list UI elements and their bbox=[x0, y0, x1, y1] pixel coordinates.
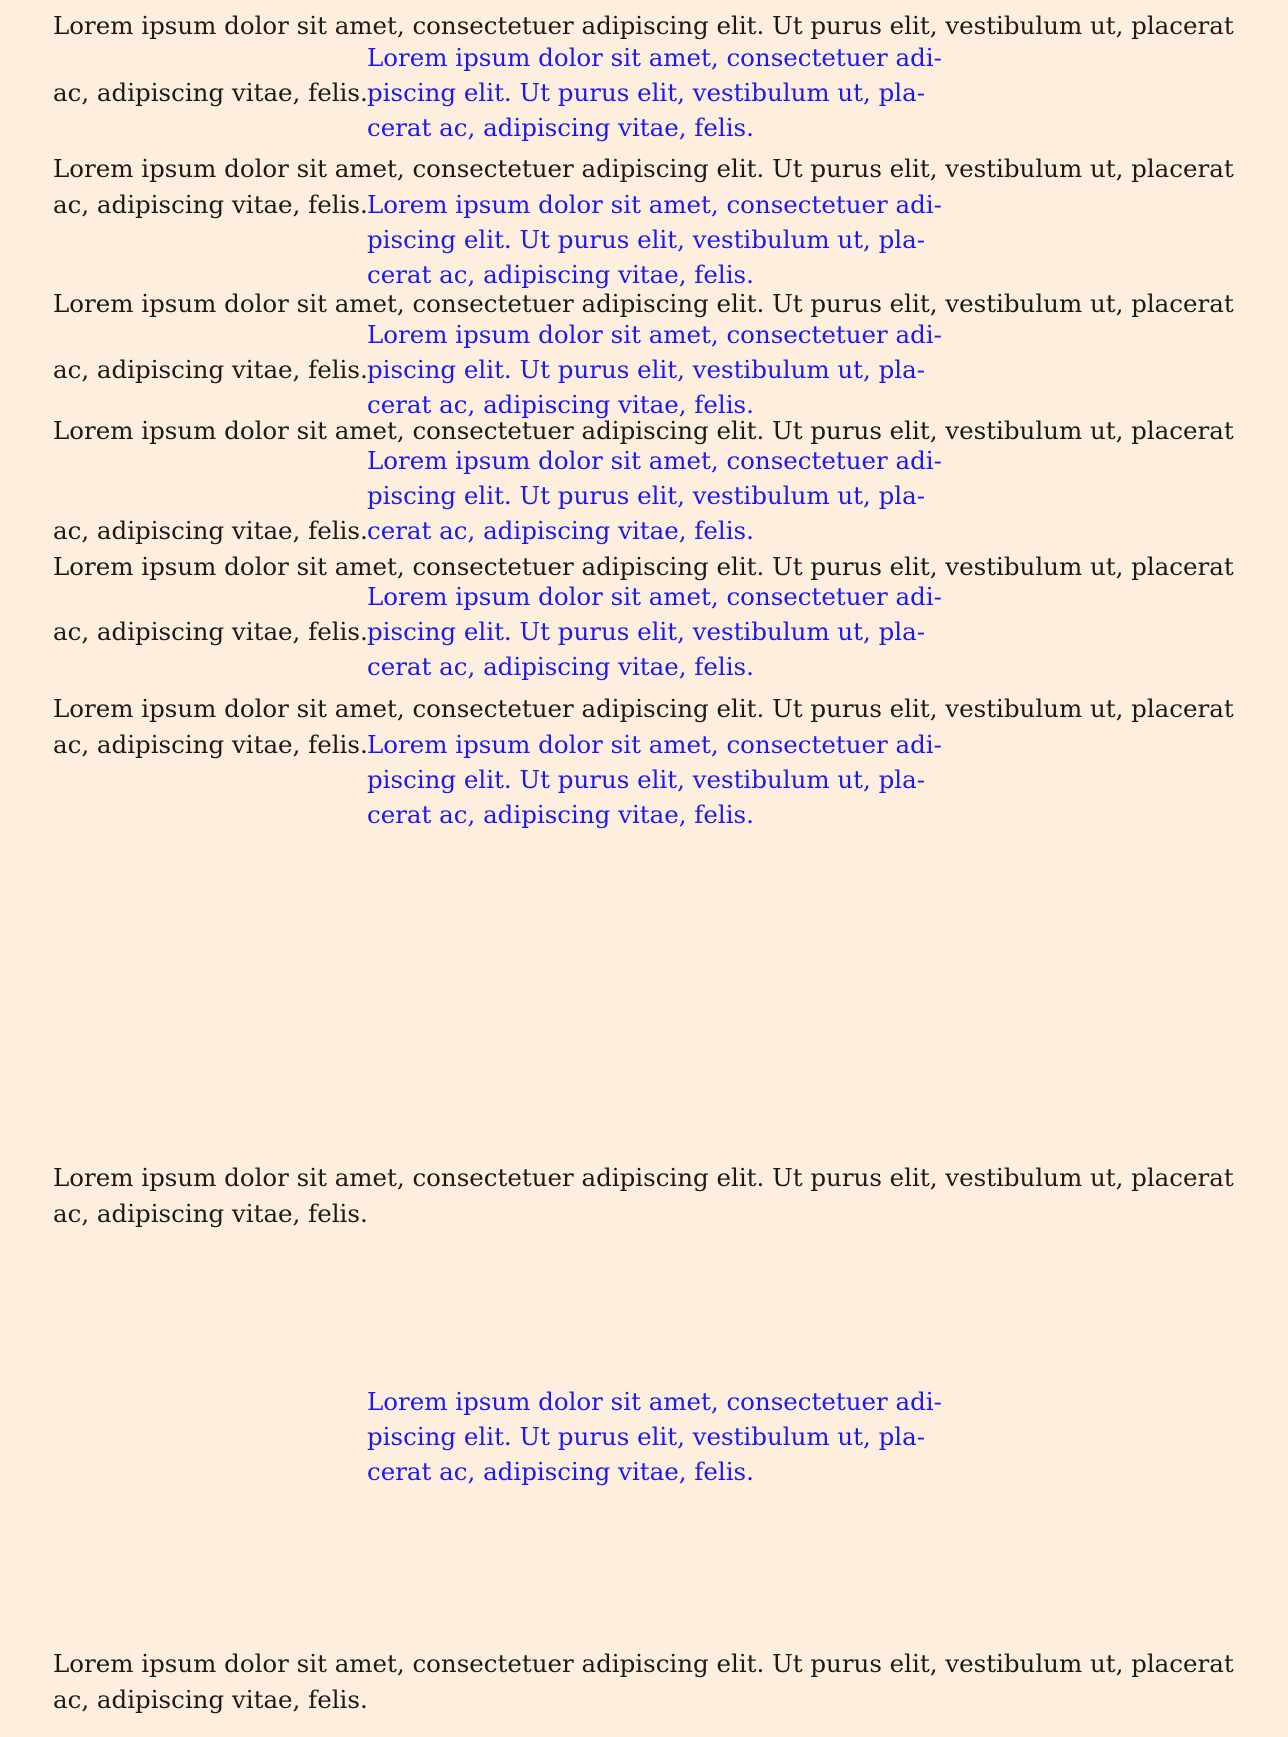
black-paragraph-line-2: ac, adipiscing vitae, felis. bbox=[53, 190, 368, 219]
black-paragraph-line-2: ac, adipiscing vitae, felis. bbox=[53, 78, 368, 107]
black-paragraph-line-1: Lorem ipsum dolor sit amet, consectetuer adipiscing elit. Ut purus elit, vestibulum ut, placerat bbox=[53, 552, 1234, 581]
black-paragraph-line-1: Lorem ipsum dolor sit amet, consectetuer adipiscing elit. Ut purus elit, vestibulum ut, placerat bbox=[53, 1163, 1234, 1192]
blue-paragraph-line-3: cerat ac, adipiscing vitae, felis. bbox=[367, 390, 754, 419]
blue-paragraph-line-3: cerat ac, adipiscing vitae, felis. bbox=[367, 1457, 754, 1486]
black-paragraph-line-1: Lorem ipsum dolor sit amet, consectetuer adipiscing elit. Ut purus elit, vestibulum ut, placerat bbox=[53, 416, 1234, 445]
black-paragraph-line-2: ac, adipiscing vitae, felis. bbox=[53, 1685, 368, 1714]
blue-paragraph-line-1: Lorem ipsum dolor sit amet, consectetuer adi- bbox=[367, 1387, 942, 1416]
blue-paragraph-line-2: piscing elit. Ut purus elit, vestibulum ut, pla- bbox=[367, 481, 925, 510]
blue-paragraph-line-1: Lorem ipsum dolor sit amet, consectetuer adi- bbox=[367, 730, 942, 759]
black-paragraph-line-2: ac, adipiscing vitae, felis. bbox=[53, 516, 368, 545]
black-paragraph-line-1: Lorem ipsum dolor sit amet, consectetuer adipiscing elit. Ut purus elit, vestibulum ut, placerat bbox=[53, 694, 1234, 723]
black-paragraph-line-1: Lorem ipsum dolor sit amet, consectetuer adipiscing elit. Ut purus elit, vestibulum ut, placerat bbox=[53, 1649, 1234, 1678]
black-paragraph-line-1: Lorem ipsum dolor sit amet, consectetuer adipiscing elit. Ut purus elit, vestibulum ut, placerat bbox=[53, 154, 1234, 183]
blue-paragraph-line-3: cerat ac, adipiscing vitae, felis. bbox=[367, 652, 754, 681]
blue-paragraph-line-3: cerat ac, adipiscing vitae, felis. bbox=[367, 113, 754, 142]
black-paragraph-line-2: ac, adipiscing vitae, felis. bbox=[53, 617, 368, 646]
blue-paragraph-line-1: Lorem ipsum dolor sit amet, consectetuer adi- bbox=[367, 43, 942, 72]
black-paragraph-line-1: Lorem ipsum dolor sit amet, consectetuer adipiscing elit. Ut purus elit, vestibulum ut, placerat bbox=[53, 11, 1234, 40]
blue-paragraph-line-3: cerat ac, adipiscing vitae, felis. bbox=[367, 260, 754, 289]
blue-paragraph-line-3: cerat ac, adipiscing vitae, felis. bbox=[367, 516, 754, 545]
blue-paragraph-line-3: cerat ac, adipiscing vitae, felis. bbox=[367, 800, 754, 829]
blue-paragraph-line-1: Lorem ipsum dolor sit amet, consectetuer adi- bbox=[367, 582, 942, 611]
blue-paragraph-line-1: Lorem ipsum dolor sit amet, consectetuer adi- bbox=[367, 190, 942, 219]
blue-paragraph-line-2: piscing elit. Ut purus elit, vestibulum ut, pla- bbox=[367, 355, 925, 384]
black-paragraph-line-2: ac, adipiscing vitae, felis. bbox=[53, 1199, 368, 1228]
blue-paragraph-line-2: piscing elit. Ut purus elit, vestibulum ut, pla- bbox=[367, 1422, 925, 1451]
black-paragraph-line-2: ac, adipiscing vitae, felis. bbox=[53, 730, 368, 759]
black-paragraph-line-2: ac, adipiscing vitae, felis. bbox=[53, 355, 368, 384]
blue-paragraph-line-2: piscing elit. Ut purus elit, vestibulum ut, pla- bbox=[367, 225, 925, 254]
black-paragraph-line-1: Lorem ipsum dolor sit amet, consectetuer adipiscing elit. Ut purus elit, vestibulum ut, placerat bbox=[53, 289, 1234, 318]
blue-paragraph-line-1: Lorem ipsum dolor sit amet, consectetuer adi- bbox=[367, 446, 942, 475]
blue-paragraph-line-2: piscing elit. Ut purus elit, vestibulum ut, pla- bbox=[367, 765, 925, 794]
blue-paragraph-line-1: Lorem ipsum dolor sit amet, consectetuer adi- bbox=[367, 320, 942, 349]
blue-paragraph-line-2: piscing elit. Ut purus elit, vestibulum ut, pla- bbox=[367, 617, 925, 646]
blue-paragraph-line-2: piscing elit. Ut purus elit, vestibulum ut, pla- bbox=[367, 78, 925, 107]
